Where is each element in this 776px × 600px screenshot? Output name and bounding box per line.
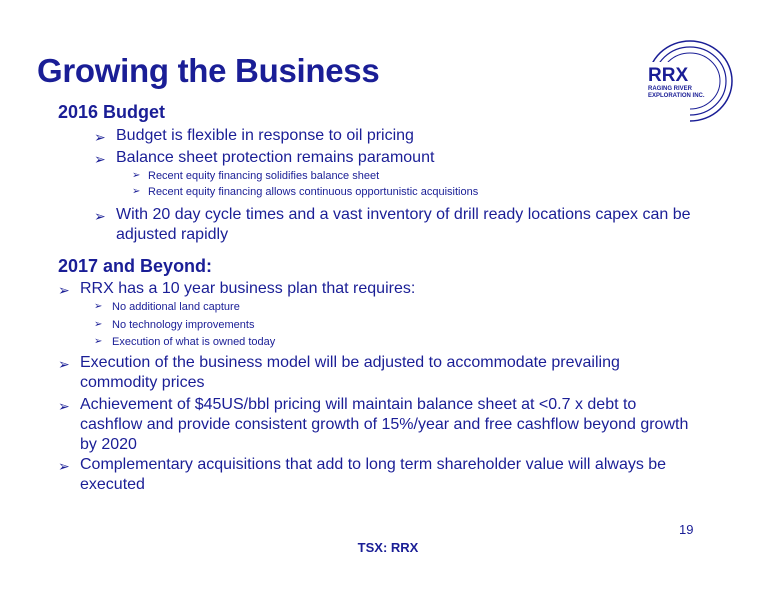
logo-abbrev: RRX (648, 65, 689, 86)
slide-title: Growing the Business (37, 52, 380, 89)
list-item: ➢ Achievement of $45US/bbl pricing will maintain balance sheet at <0.7 x debt to cashflow and provide consistent growth of 15%/year and free cashflow beyond growth by 2020 (58, 396, 689, 453)
arrow-bullet-icon: ➢ (94, 336, 103, 347)
list-item: ➢ Recent equity financing allows continuous opportunistic acquisitions (132, 186, 479, 198)
list-item: ➢ Execution of what is owned today (94, 336, 276, 348)
arrow-bullet-icon: ➢ (58, 356, 70, 372)
budget-heading: 2016 Budget (58, 102, 166, 122)
arrow-bullet-icon: ➢ (94, 129, 106, 145)
page-number: 19 (679, 522, 694, 537)
arrow-bullet-icon: ➢ (94, 208, 106, 224)
list-item: ➢ Recent equity financing solidifies balance sheet (132, 170, 380, 182)
arrow-bullet-icon: ➢ (132, 186, 141, 197)
list-item: ➢ Complementary acquisitions that add to long term shareholder value will always be executed (58, 456, 667, 493)
list-item: ➢ Execution of the business model will be adjusted to accommodate prevailing commodity prices (58, 354, 620, 391)
logo-line2: EXPLORATION INC. (648, 93, 705, 99)
arrow-bullet-icon: ➢ (94, 301, 103, 312)
list-item: ➢ With 20 day cycle times and a vast inventory of drill ready locations capex can be adjusted rapidly (94, 206, 691, 243)
footer-ticker: TSX: RRX (357, 540, 419, 555)
list-item: ➢ RRX has a 10 year business plan that requires: (58, 280, 416, 298)
arrow-bullet-icon: ➢ (94, 151, 106, 167)
beyond-heading: 2017 and Beyond: (58, 256, 213, 276)
list-item: ➢ No technology improvements (94, 319, 255, 331)
list-item: ➢ Balance sheet protection remains paramount (94, 149, 435, 167)
arrow-bullet-icon: ➢ (132, 170, 141, 181)
list-item: ➢ No additional land capture (94, 301, 240, 313)
arrow-bullet-icon: ➢ (58, 398, 70, 414)
arrow-bullet-icon: ➢ (58, 282, 70, 298)
logo-line1: RAGING RIVER (648, 86, 693, 92)
arrow-bullet-icon: ➢ (58, 458, 70, 474)
arrow-bullet-icon: ➢ (94, 319, 103, 330)
list-item: ➢ Budget is flexible in response to oil pricing (94, 127, 414, 145)
